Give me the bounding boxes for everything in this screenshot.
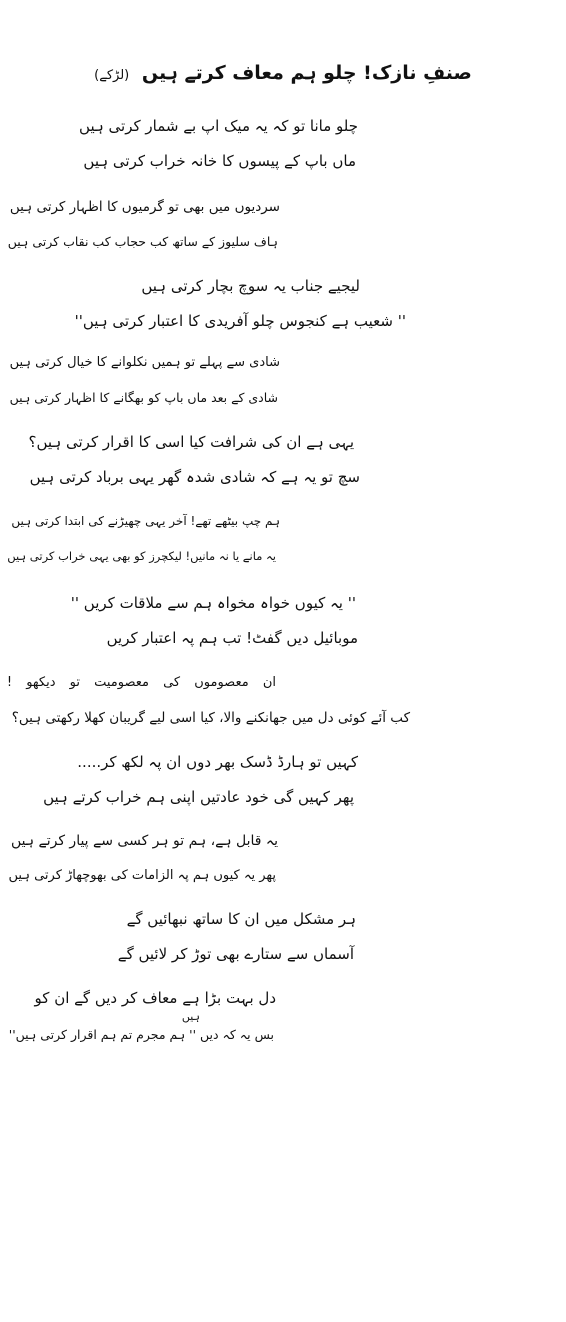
poem-line: ہم چپ بیٹھے تھے! آخر یہی چھیڑنے کی ابتدا کرتی ہیں: [11, 514, 280, 528]
poem-line: پھر کہیں گی خود عادتیں اپنی ہم خراب کرتے ہیں: [43, 788, 354, 806]
poem-line: کب آئے کوئی دل میں جھانکنے والا، کیا اسی لیے گریبان کھلا رکھتی ہیں؟: [11, 710, 410, 726]
poem-line: سچ تو یہ ہے کہ شادی شدہ گھر یہی برباد کرتی ہیں: [29, 468, 360, 486]
poem-line: موبائیل دیں گفٹ! تب ہم پہ اعتبار کریں: [106, 629, 358, 647]
poem-line: بس یہ کہ دیں '' ہم مجرم تم ہم اقرار کرتی ہیں'': [8, 1027, 274, 1042]
poem-line: ہر مشکل میں ان کا ساتھ نبھائیں گے: [126, 910, 356, 928]
poem-line: شادی کے بعد ماں باپ کو بھگانے کا اظہار کرتی ہیں: [9, 390, 278, 405]
title-sub: (لڑکے): [94, 68, 130, 83]
poem-line: پھر یہ کیوں ہم پہ الزامات کی بھوچھاڑ کرتی ہیں: [8, 868, 276, 883]
poem-line: ماں باپ کے پیسوں کا خانہ خراب کرتی ہیں: [83, 152, 356, 170]
poem-line: چلو مانا تو کہ یہ میک اپ بے شمار کرتی ہیں: [79, 117, 358, 135]
poem-line: یہ مانے یا نہ مانیں! لیکچرز کو بھی یہی خراب کرتی ہیں: [7, 549, 276, 563]
poem-line: یہی ہے ان کی شرافت کیا اسی کا اقرار کرتی ہیں؟: [28, 433, 354, 451]
poem-line: '' شعیب ہے کنجوس چلو آفریدی کا اعتبار کرتی ہیں'': [74, 312, 406, 330]
handwritten-insert-mark: ہیں: [181, 1010, 200, 1023]
poem-line: دل بہت بڑا ہے معاف کر دیں گے ان کو: [34, 989, 276, 1007]
poem-line: ہاف سلیوز کے ساتھ کب حجاب کب نقاب کرتی ہیں: [7, 234, 278, 249]
poem-line: '' یہ کیوں خواہ مخواہ ہم سے ملاقات کریں '': [70, 594, 356, 612]
poem-line: سردیوں میں بھی تو گرمیوں کا اظہار کرتی ہیں: [9, 199, 280, 215]
title-main: صنفِ نازک! چلو ہم معاف کرتے ہیں: [141, 62, 472, 84]
poem-line: شادی سے پہلے تو ہمیں نکلوانے کا خیال کرتی ہیں: [9, 355, 280, 370]
poem-title: [0, 58, 566, 91]
poem-line: لیجیے جناب یہ سوچ بچار کرتی ہیں: [141, 277, 360, 295]
poem-line: کہیں تو ہارڈ ڈسک بھر دوں ان پہ لکھ کر.....: [77, 753, 358, 771]
poem-line: یہ قابل ہے، ہم تو ہر کسی سے پیار کرتے ہیں: [10, 833, 278, 849]
poem-line: آسماں سے ستارے بھی توڑ کر لائیں گے: [117, 945, 354, 963]
poem-line: ان معصوموں کی معصومیت تو دیکھو !: [6, 675, 276, 690]
